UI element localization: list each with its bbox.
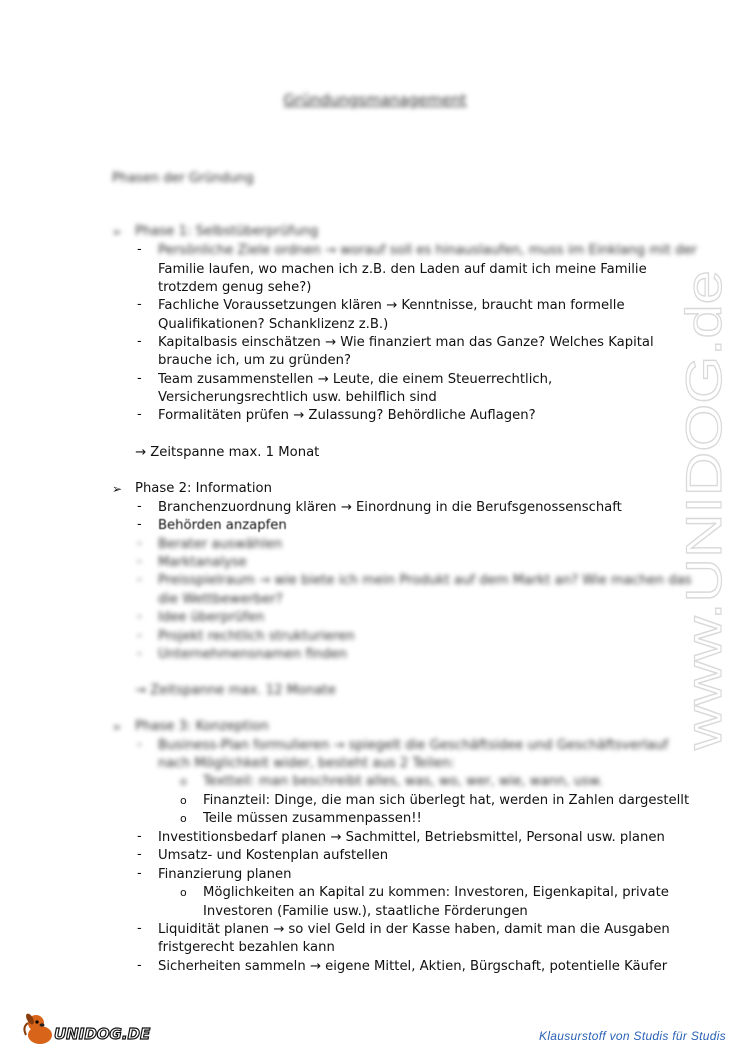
unidog-logo	[22, 1009, 162, 1049]
dash: -	[137, 737, 142, 752]
phase2-bullet: ➢	[112, 482, 123, 496]
phase3-fin-sub-line2: Investoren (Familie usw.), staatliche Förderungen	[203, 904, 528, 919]
circle-bullet: o	[180, 812, 187, 825]
dash: -	[137, 371, 142, 386]
dash: -	[137, 554, 142, 569]
phase2-heading: Phase 2: Information	[135, 481, 272, 496]
phase1-bullet: ➢	[112, 225, 123, 239]
phase1-item1-line2: Familie laufen, wo machen ich z.B. den Laden auf damit ich meine Familie	[158, 262, 647, 277]
dash: -	[137, 646, 142, 661]
phase2-item5-line1: Preisspielraum → wie biete ich mein Produkt auf dem Markt an? Wie machen das	[158, 573, 692, 588]
phase1-timespan: → Zeitspanne max. 1 Monat	[135, 445, 320, 460]
phase3-item-liq-line2: fristgerecht bezahlen kann	[158, 940, 335, 955]
phase2-item2: Behörden anzapfen	[158, 518, 287, 533]
phase3-item-sich: Sicherheiten sammeln → eigene Mittel, Aktien, Bürgschaft, potentielle Käufer	[158, 959, 668, 974]
phase2-item1: Branchenzuordnung klären → Einordnung in die Berufsgenossenschaft	[158, 500, 622, 515]
dash: -	[137, 829, 142, 844]
phase1-item5-line1: Formalitäten prüfen → Zulassung? Behördliche Auflagen?	[158, 408, 536, 423]
phase1-item4-line1: Team zusammenstellen → Leute, die einem Steuerrechtlich,	[158, 372, 553, 387]
dash: -	[137, 407, 142, 422]
phase2-item4: Marktanalyse	[158, 555, 247, 570]
dash: -	[137, 847, 142, 862]
phase3-bullet: ➢	[112, 720, 123, 734]
phase1-item4-line2: Versicherungsrechtlich usw. behilflich sind	[158, 390, 437, 405]
dash: -	[137, 609, 142, 624]
phase1-item3-line1: Kapitalbasis einschätzen → Wie finanziert man das Ganze? Welches Kapital	[158, 335, 654, 350]
phase3-bp-line1: Business-Plan formulieren → spiegelt die Geschäftsidee und Geschäftsverlauf	[158, 738, 669, 753]
watermark-text: www.UNIDOG.de	[676, 361, 732, 750]
phase1-item2-line2: Qualifikationen? Schanklizenz z.B.)	[158, 317, 389, 332]
phase3-sub1: Textteil: man beschreibt alles, was, wo, wer, wie, wann, usw.	[203, 774, 603, 789]
phase3-bp-line2: nach Möglichkeit wider, besteht aus 2 Teilen:	[158, 756, 455, 771]
dash: -	[137, 499, 142, 514]
dash: -	[137, 866, 142, 881]
phase1-item3-line2: brauche ich, um zu gründen?	[158, 353, 352, 368]
phase3-item-liq-line1: Liquidität planen → so viel Geld in der Kasse haben, damit man die Ausgaben	[158, 922, 670, 937]
dash: -	[137, 572, 142, 587]
watermark	[663, 250, 743, 770]
circle-bullet: o	[180, 775, 187, 788]
circle-bullet: o	[180, 794, 187, 807]
phase3-heading: Phase 3: Konzeption	[135, 719, 269, 734]
phase1-heading: Phase 1: Selbstüberprüfung	[135, 224, 319, 239]
dash: -	[137, 536, 142, 551]
dash: -	[137, 242, 142, 257]
phase3-fin-sub-line1: Möglichkeiten an Kapital zu kommen: Investoren, Eigenkapital, private	[203, 885, 669, 900]
dash: -	[137, 958, 142, 973]
phase2-item5-line2: die Wettbewerber?	[158, 592, 283, 607]
phase2-timespan: → Zeitspanne max. 12 Monate	[135, 683, 336, 698]
logo-text: UNIDOG.DE	[54, 1025, 151, 1043]
phase3-item-fin: Finanzierung planen	[158, 867, 292, 882]
dog-mascot-icon	[24, 1012, 52, 1044]
document-title: Gründungsmanagement	[283, 91, 467, 109]
dash: -	[137, 297, 142, 312]
phase1-item1-line1: Persönliche Ziele ordnen → worauf soll es hinauslaufen, muss im Einklang mit der	[158, 243, 697, 258]
phase3-item-invest: Investitionsbedarf planen → Sachmittel, Betriebsmittel, Personal usw. planen	[158, 830, 665, 845]
circle-bullet: o	[180, 886, 187, 899]
phase1-item2-line1: Fachliche Voraussetzungen klären → Kenntnisse, braucht man formelle	[158, 298, 625, 313]
phase3-sub3: Teile müssen zusammenpassen!!	[203, 811, 422, 826]
phase2-item6: Idee überprüfen	[158, 610, 265, 625]
phase3-item-umsatz: Umsatz- und Kostenplan aufstellen	[158, 848, 389, 863]
section-subtitle: Phasen der Gründung	[112, 171, 254, 186]
dash: -	[137, 921, 142, 936]
phase2-item8: Unternehmensnamen finden	[158, 647, 347, 662]
dash: -	[137, 628, 142, 643]
dash: -	[137, 517, 142, 532]
phase2-item7: Projekt rechtlich strukturieren	[158, 629, 355, 644]
phase1-item1-line3: trotzdem genug sehe?)	[158, 280, 312, 295]
footer-tagline: Klausurstoff von Studis für Studis	[539, 1029, 726, 1043]
phase3-sub2: Finanzteil: Dinge, die man sich überlegt hat, werden in Zahlen dargestellt	[203, 793, 690, 808]
phase2-item3: Berater auswählen	[158, 537, 283, 552]
dash: -	[137, 334, 142, 349]
